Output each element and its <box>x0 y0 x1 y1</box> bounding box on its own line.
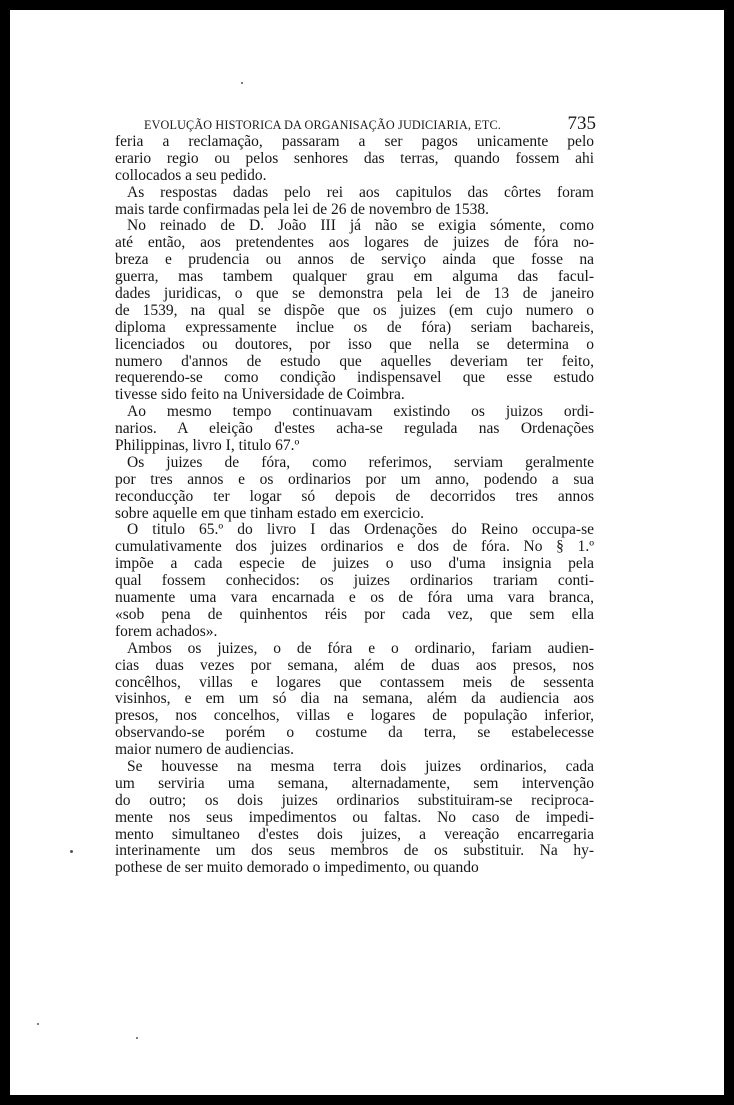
text-line: até então, aos pretendentes aos logares de juizes de fóra no- <box>115 234 594 252</box>
text-line: Philippinas, livro I, titulo 67.º <box>115 437 300 455</box>
text-line: cias duas vezes por semana, além de duas aos presos, nos <box>115 656 594 674</box>
paper-speck <box>70 850 73 853</box>
paragraph <box>115 134 594 185</box>
text-line: mente nos seus impedimentos ou faltas. No caso de impedi- <box>115 808 594 826</box>
paragraph <box>115 218 594 404</box>
text-line: do outro; os dois juizes ordinarios substituiram-se reciproca- <box>115 791 594 809</box>
text-line: Os juizes de fóra, como referimos, serviam geralmente <box>127 453 594 471</box>
text-line: mento simultaneo d'estes dois juizes, a vereação encarregaria <box>115 825 594 843</box>
text-line: feria a reclamação, passaram a ser pagos unicamente pelo <box>115 133 594 150</box>
text-line: diploma expressamente inclue os de fóra) seriam bachareis, <box>115 318 594 336</box>
text-line: breza e prudencia ou annos de serviço ainda que fosse na <box>115 251 594 269</box>
text-line: interinamente um dos seus membros de os substituir. Na hy- <box>115 842 594 860</box>
text-line: maior numero de audiencias. <box>115 741 295 759</box>
text-line: As respostas dadas pelo rei aos capitulos das côrtes foram <box>127 183 594 201</box>
paper-speck <box>241 82 243 84</box>
text-line: licenciados ou doutores, por isso que nella se determina o <box>115 335 594 353</box>
text-line: dades juridicas, o que se demonstra pela lei de 13 de janeiro <box>115 285 594 303</box>
paper-speck <box>136 1037 138 1039</box>
text-line: requerendo-se como condição indispensavel que esse estudo <box>115 369 594 387</box>
paragraph <box>115 641 594 759</box>
text-line: reconducção ter logar só depois de decorridos tres annos <box>115 487 594 505</box>
running-head <box>144 103 596 133</box>
text-line: «sob pena de quinhentos réis por cada vez, que sem ella <box>115 605 594 623</box>
text-line: Ao mesmo tempo continuavam existindo os juizos ordi- <box>127 403 594 421</box>
text-line: nuamente uma vara encarnada e os de fóra uma vara branca, <box>115 589 594 607</box>
text-line: qual fossem conhecidos: os juizes ordinarios trariam conti- <box>115 572 594 590</box>
text-line: por tres annos e os ordinarios por um anno, podendo a sua <box>115 470 594 488</box>
body-text <box>115 134 594 877</box>
text-line: pothese de ser muito demorado o impedimento, ou quando <box>115 859 479 877</box>
text-line: No reinado de D. João III já não se exigia sómente, como <box>127 217 594 235</box>
text-line: O titulo 65.º do livro I das Ordenações do Reino occupa-se <box>127 521 594 539</box>
text-line: forem achados». <box>115 622 218 640</box>
paper-speck <box>37 1023 39 1025</box>
text-line: cumulativamente dos juizes ordinarios e dos de fóra. No § 1.º <box>115 538 594 556</box>
text-line: presos, nos concelhos, villas e logares de população inferior, <box>115 707 594 725</box>
text-line: visinhos, e em um só dia na semana, além da audiencia aos <box>115 690 594 708</box>
page-number: 735 <box>567 113 596 134</box>
text-line: narios. A eleição d'estes acha-se regulada nas Ordenações <box>115 420 594 438</box>
text-line: mais tarde confirmadas pela lei de 26 de novembro de 1538. <box>115 200 490 218</box>
text-line: collocados a seu pedido. <box>115 166 267 184</box>
paragraph <box>115 455 594 523</box>
text-line: erario regio ou pelos senhores das terras, quando fossem ahi <box>115 149 594 167</box>
paragraph <box>115 185 594 219</box>
text-line: guerra, mas tambem qualquer grau em alguma das facul- <box>115 268 594 286</box>
text-line: observando-se porém o costume da terra, se estabelecesse <box>115 724 594 742</box>
text-line: de 1539, na qual se dispõe que os juizes (em cujo numero o <box>115 301 594 319</box>
text-line: Ambos os juizes, o de fóra e o ordinario, fariam audien- <box>127 639 594 657</box>
text-line: impõe a cada especie de juizes o uso d'uma insignia pela <box>115 555 594 573</box>
text-line: Se houvesse na mesma terra dois juizes ordinarios, cada <box>127 757 594 775</box>
text-line: tivesse sido feito na Universidade de Coimbra. <box>115 386 405 404</box>
text-line: um serviria uma semana, alternadamente, sem intervenção <box>115 774 594 792</box>
text-line: concêlhos, villas e logares que contassem meis de sessenta <box>115 673 594 691</box>
running-title: EVOLUÇÃO HISTORICA DA ORGANISAÇÃO JUDICIARIA, ETC. <box>144 118 501 132</box>
text-line: sobre aquelle em que tinham estado em exercicio. <box>115 504 425 522</box>
paragraph <box>115 404 594 455</box>
paragraph <box>115 759 594 877</box>
paragraph <box>115 522 594 640</box>
page-sheet <box>10 10 724 1095</box>
text-line: numero d'annos de estudo que aquelles deveriam ter feito, <box>115 352 594 370</box>
